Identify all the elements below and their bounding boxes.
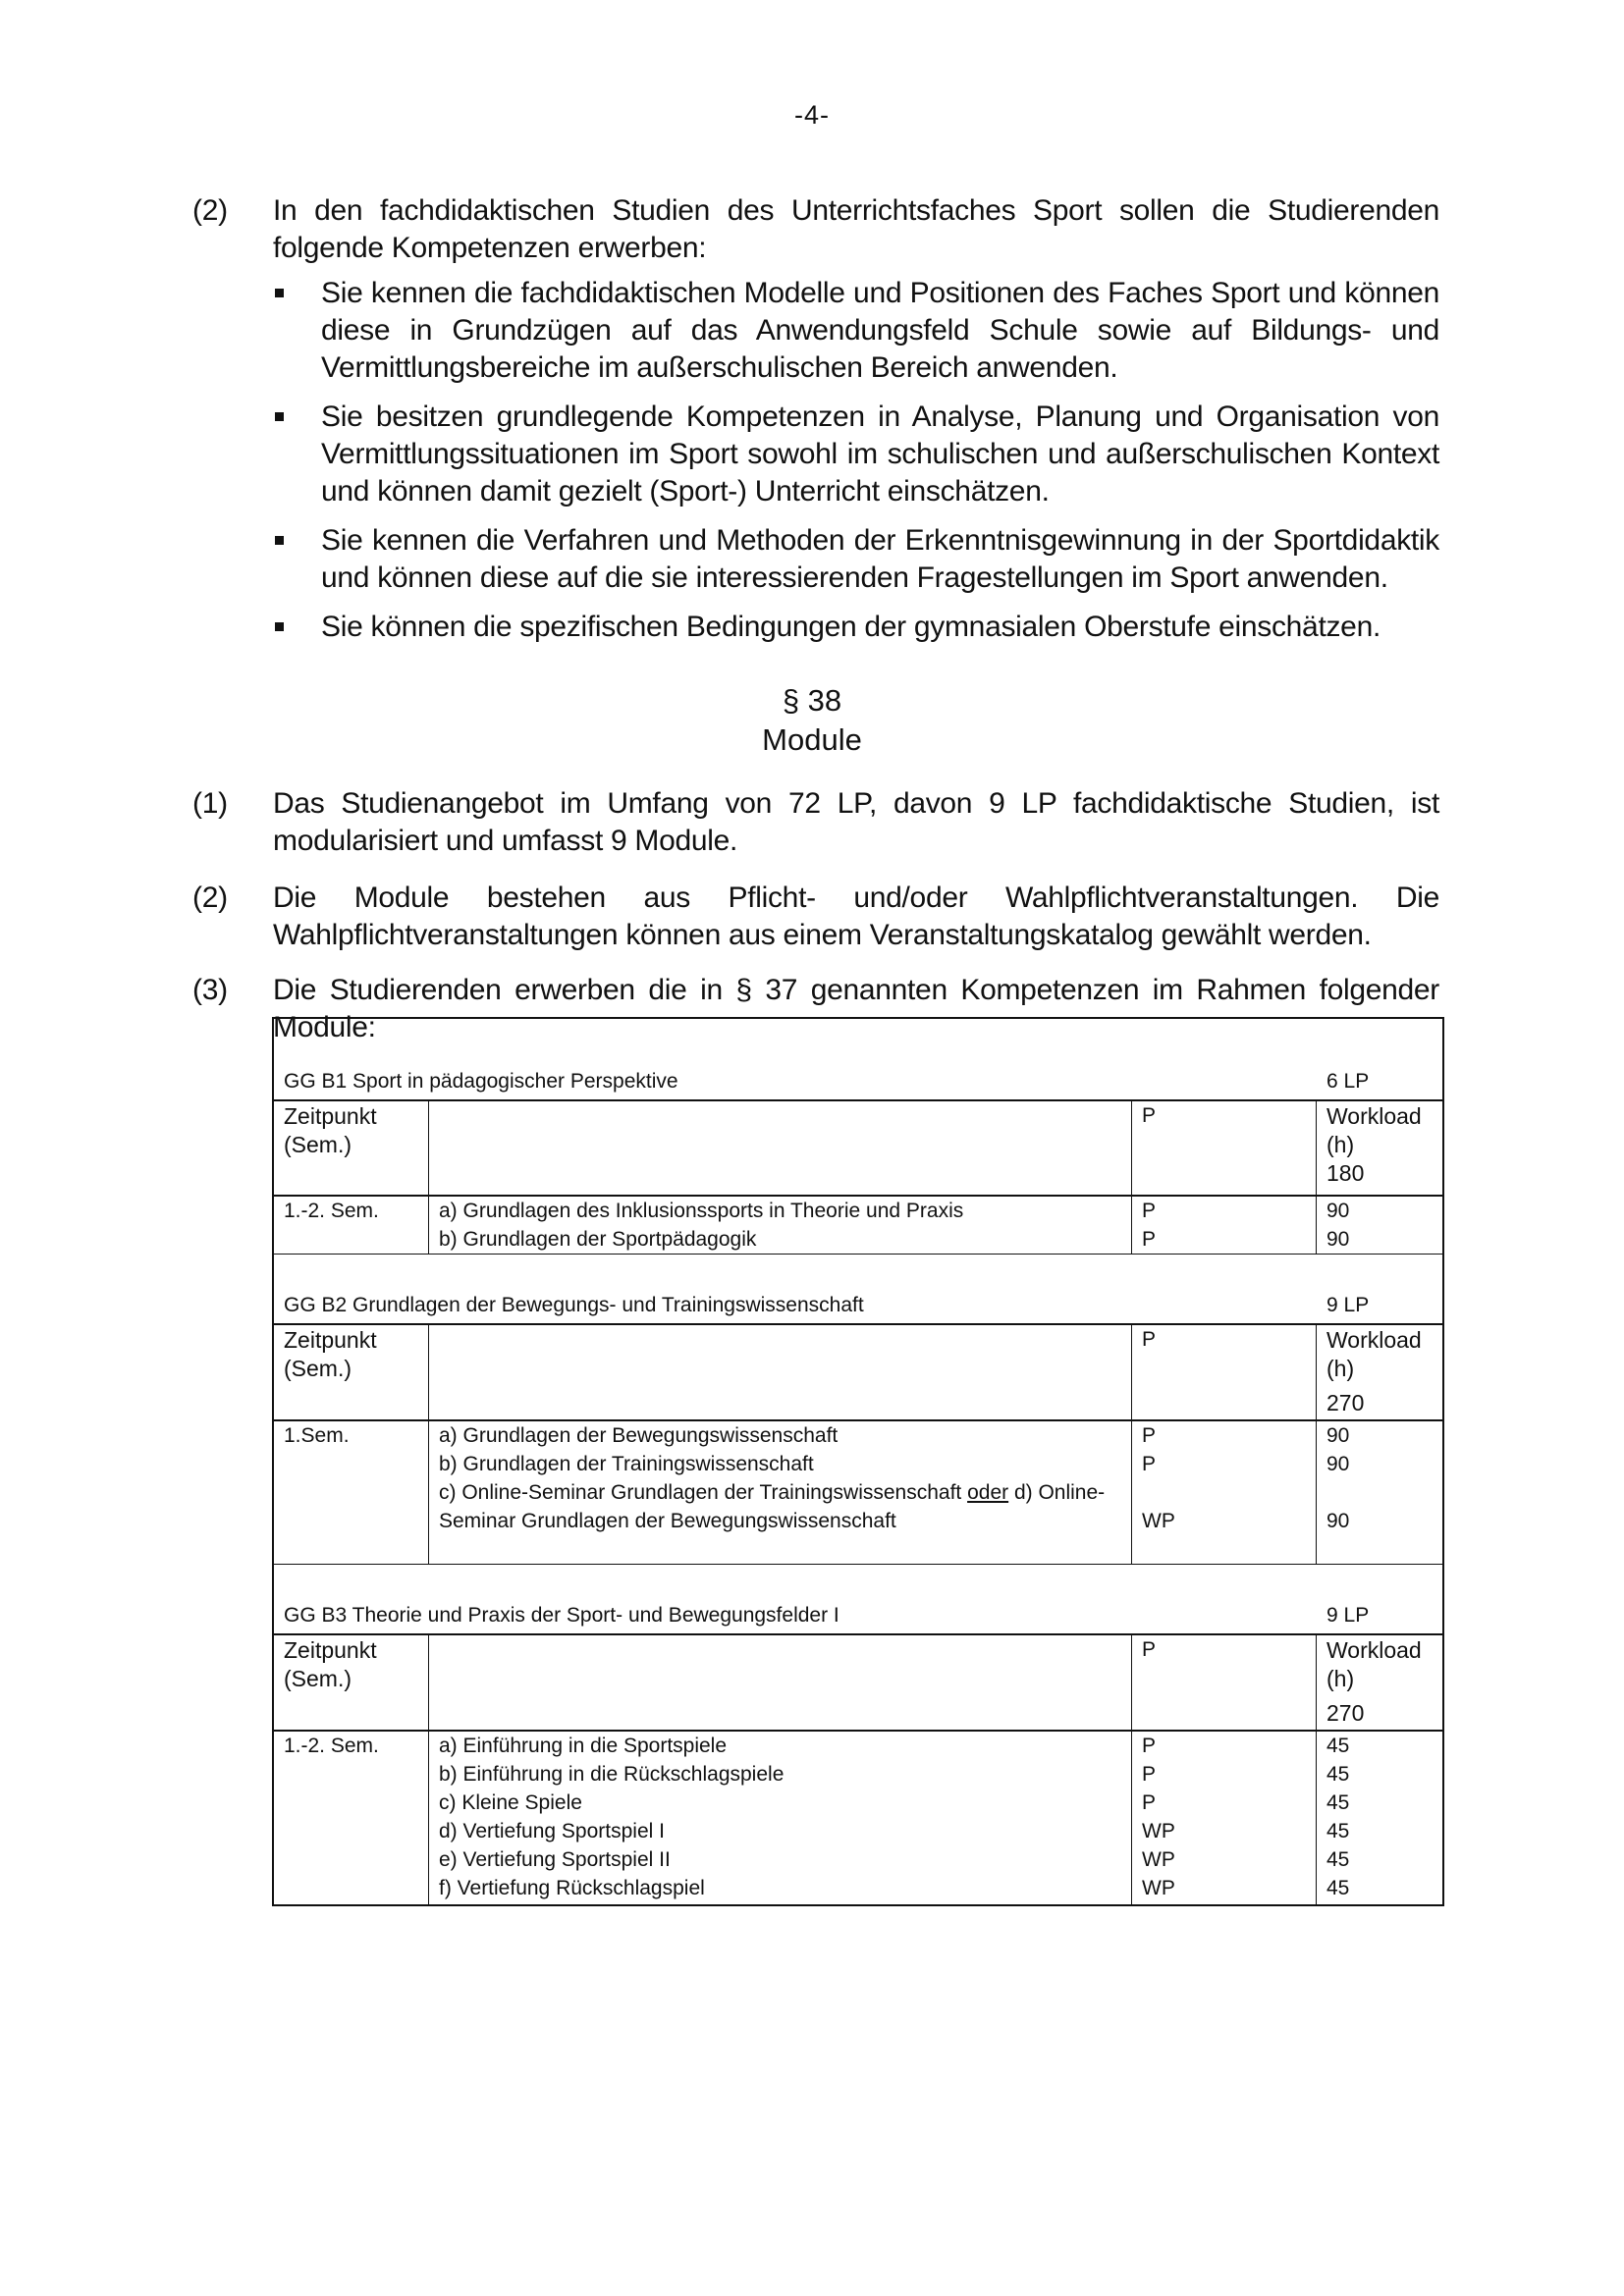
paragraph-text: Die Module bestehen aus Pflicht- und/oder Wahlpflichtveranstaltungen. Die Wahlpflichtveranstaltungen können aus einem Veranstaltungskatalog gewählt werden. (273, 881, 1439, 951)
paragraph-number: (3) (192, 974, 228, 1006)
page-number: -4- (794, 100, 830, 130)
module-header-row: Zeitpunkt (Sem.) P Workload (h) 270 (274, 1323, 1442, 1419)
module-title-row (274, 1019, 1442, 1099)
bullet-square-icon (275, 289, 284, 297)
module-credits: 9 LP (1326, 1604, 1370, 1627)
module-course-row: 1.-2. Sem. a) Grundlagen des Inklusionssports in Theorie und Praxis b) Grundlagen der Sportpädagogik P P 90 90 (274, 1195, 1442, 1254)
module-title: GG B1 Sport in pädagogischer Perspektive (284, 1070, 678, 1093)
list-item: Sie können die spezifischen Bedingungen der gymnasialen Oberstufe einschätzen. (273, 609, 1439, 646)
paragraph-number: (2) (192, 881, 228, 914)
module-title: GG B2 Grundlagen der Bewegungs- und Trainingswissenschaft (284, 1294, 864, 1316)
paragraph-text: In den fachdidaktischen Studien des Unterrichtsfaches Sport sollen die Studierenden folgende Kompetenzen erwerben: (273, 194, 1439, 264)
module-table (272, 1017, 1444, 1906)
paragraph-2-competencies (192, 192, 1439, 658)
bullet-square-icon (275, 622, 284, 631)
competency-list (273, 275, 1439, 646)
paragraph-1-offer (192, 785, 1439, 860)
module-course-row: 1.-2. Sem. a) Einführung in die Sportspiele b) Einführung in die Rückschlagspiele c) Kleine Spiele d) Vertiefung Sportspiel I e) Vertiefung Sportspiel II f) Vertiefung Rückschlagspiel P P P WP WP WP 45 45 45 45 45 45 (274, 1730, 1442, 1904)
list-item: Sie besitzen grundlegende Kompetenzen in Analyse, Planung und Organisation von Vermittlungssituationen im Sport sowohl im schulischen und außerschulischen Kontext und können damit gezielt (Sport-) Unterricht einschätzen. (273, 399, 1439, 510)
paragraph-2-modules (192, 880, 1439, 954)
paragraph-text: Die Studierenden erwerben die in § 37 genannten Kompetenzen im Rahmen folgender Module: (273, 974, 1439, 1043)
module-header-row: Zeitpunkt (Sem.) P Workload (h) 180 (274, 1099, 1442, 1195)
section-title: Module (762, 722, 862, 757)
paragraph-text: Das Studienangebot im Umfang von 72 LP, davon 9 LP fachdidaktische Studien, ist modularisiert und umfasst 9 Module. (273, 787, 1439, 857)
module-title-row (274, 1564, 1442, 1633)
bullet-square-icon (275, 412, 284, 421)
module-title-row (274, 1254, 1442, 1323)
list-item: Sie kennen die fachdidaktischen Modelle und Positionen des Faches Sport und können diese in Grundzügen auf das Anwendungsfeld Schule sowie auf Bildungs- und Vermittlungsbereiche im außerschulischen Bereich anwenden. (273, 275, 1439, 387)
bullet-square-icon (275, 536, 284, 545)
module-title: GG B3 Theorie und Praxis der Sport- und Bewegungsfelder I (284, 1604, 839, 1627)
section-number: § 38 (782, 683, 842, 718)
paragraph-number: (1) (192, 787, 228, 820)
paragraph-number: (2) (192, 194, 228, 227)
module-credits: 6 LP (1326, 1070, 1370, 1093)
section-heading (0, 681, 1624, 760)
list-item: Sie kennen die Verfahren und Methoden der Erkenntnisgewinnung in der Sportdidaktik und können diese auf die sie interessierenden Fragestellungen im Sport anwenden. (273, 522, 1439, 597)
module-credits: 9 LP (1326, 1294, 1370, 1316)
module-course-row: 1.Sem. a) Grundlagen der Bewegungswissenschaft b) Grundlagen der Trainingswissenschaft c) Online-Seminar Grundlagen der Trainingswissenschaft oder d) Online- Seminar Grundlagen der Bewegungswissenschaft P P WP 90 90 90 (274, 1419, 1442, 1564)
module-header-row: Zeitpunkt (Sem.) P Workload (h) 270 (274, 1633, 1442, 1730)
